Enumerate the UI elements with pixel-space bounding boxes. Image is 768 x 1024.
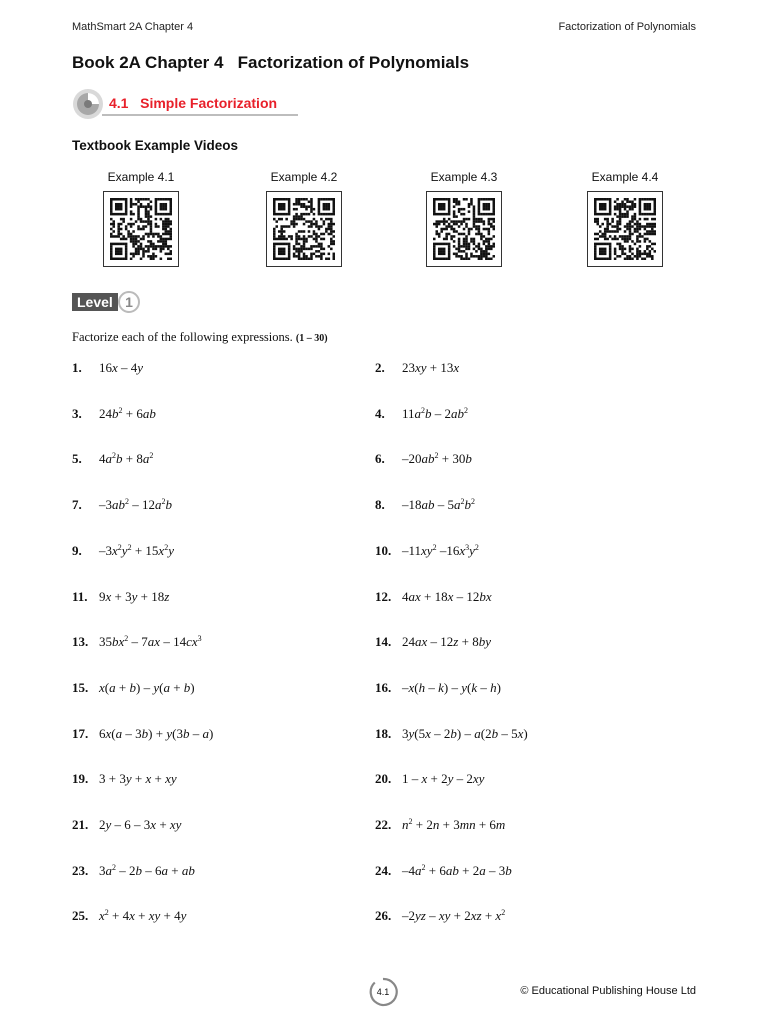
problem-number: 8. [375,497,385,513]
problem-item [375,360,459,376]
problem-item [375,726,528,742]
problem-expression: 9x + 3y + 18z [99,588,170,604]
instructions-text: Factorize each of the following expressions. [72,330,293,344]
problem-expression: 4ax + 18x – 12bx [402,588,492,604]
section-quarter-circle-icon [72,88,104,120]
problem-expression: 24ax – 12z + 8by [402,634,491,650]
problem-number: 10. [375,542,392,558]
page-number: 4.1 [376,987,390,997]
problem-expression: 23xy + 13x [402,360,460,375]
videos-heading: Textbook Example Videos [72,138,239,153]
problem-number: 7. [72,497,82,513]
problem-number: 11. [72,588,88,604]
problem-expression: 3 + 3y + x + xy [99,771,177,787]
problem-item [72,406,156,422]
qr-caption: Example 4.2 [270,170,338,184]
problem-number: 20. [375,771,392,787]
problem-expression: $24b^2 + 6ab$ [99,405,156,421]
problem-expression: $-20ab^2 + 30b$ [402,451,472,467]
problem-item [72,726,213,742]
problem-expression: 1 – x + 2y – 2xy [402,771,485,787]
problem-item [72,634,202,650]
qr-caption: Example 4.4 [591,170,659,184]
problem-number: 23. [72,862,89,878]
problem-item [72,543,174,559]
problem-expression: –2yz – xy + $2xz + x^2$ [402,908,506,924]
problem-number: 4. [375,405,385,421]
problem-item [375,543,479,559]
problem-item [72,589,169,605]
running-head-left: MathSmart 2A Chapter 4 [72,21,194,33]
instructions [72,330,328,345]
problem-item [72,451,153,467]
problem-number: 9. [72,542,82,558]
section-heading [72,86,298,120]
problem-expression: 3y(5x – 2b) – a(2b – 5x) [402,725,528,741]
level-label: Level [72,293,118,311]
qr-caption: Example 4.3 [430,170,498,184]
problem-expression: 2y – 6 – 3x + xy [99,817,182,832]
problem-item [375,817,505,833]
problem-expression: $-3x^2y^2 + 15x^2y$ [99,542,174,558]
page-number-badge [368,977,400,1007]
problem-expression: $3a^2 - 2b - 6a$ + ab [99,862,195,878]
problem-number: 2. [375,360,385,375]
example-video-qr[interactable] [86,170,196,267]
problem-expression: $35bx^2 - 7ax - 14cx^3$ [99,634,202,650]
problem-item [375,589,492,605]
problem-expression: x(a + b) – y(a + b) [99,679,195,695]
problem-item [375,863,512,879]
problem-number: 22. [375,817,392,832]
level-number: 1 [118,291,140,313]
problem-expression: $4a^2b + 8a^2$ [99,451,154,467]
problem-expression: $11a^2b - 2ab^2$ [402,405,469,421]
problem-expression: $n^2 + 2n + 3mn + 6m$ [402,817,506,832]
problem-item [375,908,505,924]
problem-expression: $-18ab - 5a^2b^2$ [402,497,475,513]
problem-item [72,497,172,513]
example-video-qr[interactable] [249,170,359,267]
problem-item [375,680,501,696]
problem-expression: $-11xy^2$ $-16x^3y^2$ [402,542,479,558]
problem-item [72,817,181,833]
problem-item [375,771,484,787]
problem-expression: $-3ab^2 - 12a^2b$ [99,497,172,513]
qr-code-icon [110,198,172,260]
level-badge [72,291,162,313]
problem-number: 16. [375,679,392,695]
problem-number: 21. [72,817,89,832]
problem-expression: –x(h – k) – y(k – h) [402,679,501,695]
running-head-right: Factorization of Polynomials [558,21,696,33]
qr-code-icon [594,198,656,260]
qr-code-icon [273,198,335,260]
problem-number: 15. [72,679,89,695]
chapter-title: Book 2A Chapter 4 Factorization of Polynomials [72,53,470,72]
problem-number: 17. [72,725,89,741]
problem-number: 25. [72,908,89,924]
example-video-qr[interactable] [570,170,680,267]
problem-item [72,680,195,696]
problem-number: 18. [375,725,392,741]
problem-expression: 16x – 4y [99,360,144,375]
problem-number: 19. [72,771,89,787]
problem-item [375,634,491,650]
example-video-qr[interactable] [409,170,519,267]
problem-item [375,451,472,467]
problem-item [72,771,177,787]
problem-number: 13. [72,634,89,650]
problem-expression: $-4a^2 + 6ab + 2a - 3b$ [402,862,512,878]
copyright: © Educational Publishing House Ltd [520,985,696,997]
instructions-range: (1 – 30) [295,333,328,344]
problem-number: 1. [72,360,82,375]
problem-number: 12. [375,588,392,604]
problem-number: 3. [72,405,82,421]
qr-caption: Example 4.1 [107,170,175,184]
problem-number: 24. [375,862,392,878]
problem-expression: $x^2 + 4x$ + xy + 4y [99,908,187,924]
section-title: 4.1 Simple Factorization [109,95,278,111]
problem-number: 26. [375,908,392,924]
problem-number: 14. [375,634,392,650]
problem-expression: 6x(a – 3b) + y(3b – a) [99,725,214,741]
problem-item [72,360,143,376]
problem-item [375,497,475,513]
problem-item [375,406,468,422]
problem-item [72,908,186,924]
problem-number: 5. [72,451,82,467]
section-underline [102,114,298,116]
problem-number: 6. [375,451,385,467]
problem-item [72,863,195,879]
qr-code-icon [433,198,495,260]
